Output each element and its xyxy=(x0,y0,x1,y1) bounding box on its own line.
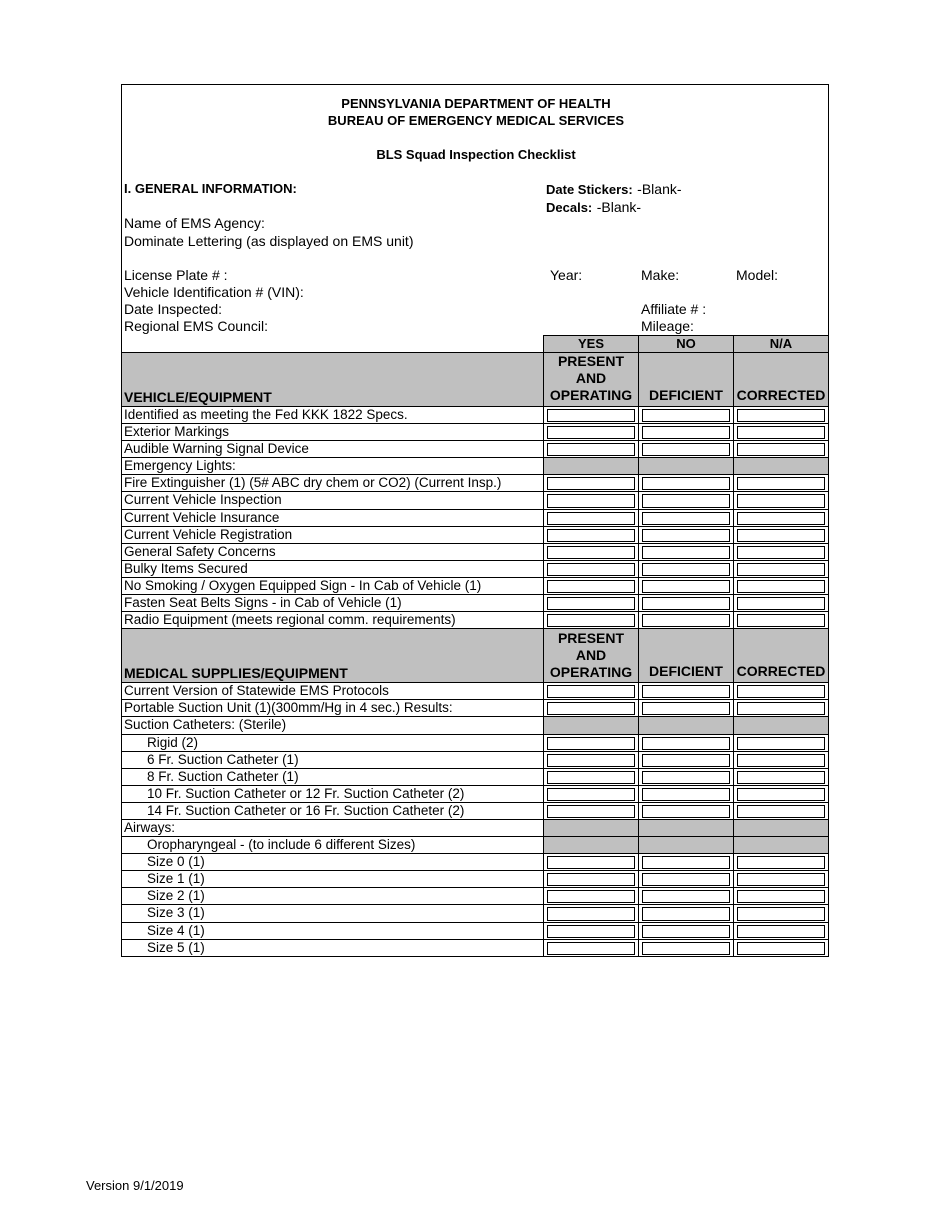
item-label: Current Version of Statewide EMS Protocols xyxy=(122,683,544,699)
present-checkbox[interactable] xyxy=(547,737,635,750)
present-cell xyxy=(544,424,639,440)
corrected-cell xyxy=(734,561,828,577)
present-cell xyxy=(544,683,639,699)
deficient-header: DEFICIENT xyxy=(639,629,734,682)
deficient-checkbox[interactable] xyxy=(642,873,730,886)
deficient-checkbox[interactable] xyxy=(642,546,730,559)
deficient-checkbox[interactable] xyxy=(642,426,730,439)
present-checkbox[interactable] xyxy=(547,925,635,938)
corrected-cell xyxy=(734,717,828,733)
deficient-cell xyxy=(639,940,734,956)
corrected-header: CORRECTED xyxy=(736,663,826,680)
present-cell xyxy=(544,854,639,870)
corrected-checkbox[interactable] xyxy=(737,409,825,422)
date-stickers-label: Date Stickers: xyxy=(546,182,633,197)
item-label: Portable Suction Unit (1)(300mm/Hg in 4 sec.) Results: xyxy=(122,700,544,716)
corrected-header: CORRECTED xyxy=(736,387,826,403)
table-row xyxy=(122,560,828,577)
corrected-checkbox[interactable] xyxy=(737,580,825,593)
present-checkbox[interactable] xyxy=(547,477,635,490)
table-row xyxy=(122,423,828,440)
corrected-cell xyxy=(734,612,828,628)
present-cell xyxy=(544,578,639,594)
deficient-checkbox[interactable] xyxy=(642,925,730,938)
present-checkbox[interactable] xyxy=(547,685,635,698)
item-label: Emergency Lights: xyxy=(122,458,544,474)
corrected-checkbox[interactable] xyxy=(737,771,825,784)
present-cell xyxy=(544,595,639,611)
deficient-cell xyxy=(639,544,734,560)
deficient-cell xyxy=(639,752,734,768)
item-label: Current Vehicle Registration xyxy=(122,527,544,543)
corrected-cell xyxy=(734,803,828,819)
deficient-checkbox[interactable] xyxy=(642,563,730,576)
decals-field xyxy=(546,199,641,217)
corrected-checkbox[interactable] xyxy=(737,925,825,938)
table-row xyxy=(122,543,828,560)
affiliate-label: Affiliate # : xyxy=(641,301,707,317)
item-label: 14 Fr. Suction Catheter or 16 Fr. Suction Catheter (2) xyxy=(122,803,544,819)
present-checkbox[interactable] xyxy=(547,443,635,456)
present-checkbox[interactable] xyxy=(547,614,635,627)
present-checkbox[interactable] xyxy=(547,788,635,801)
present-checkbox[interactable] xyxy=(547,890,635,903)
deficient-checkbox[interactable] xyxy=(642,942,730,955)
present-cell xyxy=(544,510,639,526)
deficient-checkbox[interactable] xyxy=(642,494,730,507)
present-checkbox[interactable] xyxy=(547,597,635,610)
present-checkbox[interactable] xyxy=(547,529,635,542)
item-label: Exterior Markings xyxy=(122,424,544,440)
deficient-cell xyxy=(639,871,734,887)
present-cell xyxy=(544,544,639,560)
present-cell xyxy=(544,441,639,457)
present-cell xyxy=(544,612,639,628)
corrected-checkbox[interactable] xyxy=(737,685,825,698)
decals-value[interactable]: -Blank- xyxy=(596,199,642,215)
corrected-cell xyxy=(734,888,828,904)
deficient-cell xyxy=(639,424,734,440)
regional-council-label: Regional EMS Council: xyxy=(124,318,268,334)
item-label: Bulky Items Secured xyxy=(122,561,544,577)
item-label: No Smoking / Oxygen Equipped Sign - In Cab of Vehicle (1) xyxy=(122,578,544,594)
present-checkbox[interactable] xyxy=(547,873,635,886)
present-checkbox[interactable] xyxy=(547,546,635,559)
corrected-checkbox[interactable] xyxy=(737,563,825,576)
item-label: Rigid (2) xyxy=(122,735,544,751)
table-row xyxy=(122,904,828,921)
table-row xyxy=(122,870,828,887)
na-column-header: N/A xyxy=(734,335,828,352)
item-label: Identified as meeting the Fed KKK 1822 Specs. xyxy=(122,407,544,423)
present-checkbox[interactable] xyxy=(547,702,635,715)
date-stickers-field xyxy=(546,181,682,199)
corrected-checkbox[interactable] xyxy=(737,805,825,818)
table-row xyxy=(122,819,828,836)
deficient-checkbox[interactable] xyxy=(642,856,730,869)
corrected-checkbox[interactable] xyxy=(737,529,825,542)
department-title: PENNSYLVANIA DEPARTMENT OF HEALTH xyxy=(341,96,611,111)
deficient-cell xyxy=(639,803,734,819)
table-row xyxy=(122,406,828,423)
corrected-cell xyxy=(734,940,828,956)
present-checkbox[interactable] xyxy=(547,409,635,422)
no-column-header: NO xyxy=(639,335,734,352)
deficient-cell xyxy=(639,905,734,921)
column-header-row xyxy=(122,335,828,352)
inspection-form xyxy=(121,84,829,957)
deficient-cell xyxy=(639,458,734,474)
item-label: 10 Fr. Suction Catheter or 12 Fr. Suction Catheter (2) xyxy=(122,786,544,802)
present-cell xyxy=(544,905,639,921)
corrected-checkbox[interactable] xyxy=(737,494,825,507)
corrected-checkbox[interactable] xyxy=(737,856,825,869)
table-row xyxy=(122,887,828,904)
year-label: Year: xyxy=(550,267,583,283)
medical-section-title: MEDICAL SUPPLIES/EQUIPMENT xyxy=(122,629,544,682)
corrected-checkbox[interactable] xyxy=(737,477,825,490)
present-cell xyxy=(544,717,639,733)
deficient-cell xyxy=(639,820,734,836)
deficient-checkbox[interactable] xyxy=(642,443,730,456)
corrected-cell xyxy=(734,820,828,836)
present-cell xyxy=(544,923,639,939)
general-info-heading: I. GENERAL INFORMATION: xyxy=(124,181,297,196)
present-checkbox[interactable] xyxy=(547,494,635,507)
deficient-cell xyxy=(639,700,734,716)
deficient-cell xyxy=(639,837,734,853)
date-inspected-label: Date Inspected: xyxy=(124,301,223,317)
vin-label: Vehicle Identification # (VIN): xyxy=(124,284,304,300)
deficient-cell xyxy=(639,769,734,785)
corrected-checkbox[interactable] xyxy=(737,443,825,456)
item-label: Size 3 (1) xyxy=(122,905,544,921)
deficient-checkbox[interactable] xyxy=(642,512,730,525)
present-cell xyxy=(544,888,639,904)
present-cell xyxy=(544,458,639,474)
item-label: Fasten Seat Belts Signs - in Cab of Vehicle (1) xyxy=(122,595,544,611)
present-cell xyxy=(544,735,639,751)
corrected-checkbox[interactable] xyxy=(737,754,825,767)
corrected-checkbox[interactable] xyxy=(737,873,825,886)
corrected-cell xyxy=(734,786,828,802)
item-label: Fire Extinguisher (1) (5# ABC dry chem or CO2) (Current Insp.) xyxy=(122,475,544,491)
table-row xyxy=(122,440,828,457)
item-label: 8 Fr. Suction Catheter (1) xyxy=(122,769,544,785)
table-row xyxy=(122,491,828,508)
bureau-title: BUREAU OF EMERGENCY MEDICAL SERVICES xyxy=(327,113,625,128)
table-row xyxy=(122,922,828,939)
deficient-checkbox[interactable] xyxy=(642,597,730,610)
license-plate-label: License Plate # : xyxy=(124,267,228,283)
corrected-cell xyxy=(734,510,828,526)
present-checkbox[interactable] xyxy=(547,942,635,955)
corrected-checkbox[interactable] xyxy=(737,614,825,627)
table-row xyxy=(122,594,828,611)
deficient-cell xyxy=(639,735,734,751)
corrected-checkbox[interactable] xyxy=(737,546,825,559)
deficient-checkbox[interactable] xyxy=(642,907,730,920)
model-label: Model: xyxy=(736,267,779,283)
deficient-checkbox[interactable] xyxy=(642,754,730,767)
corrected-cell xyxy=(734,475,828,491)
item-label: Current Vehicle Inspection xyxy=(122,492,544,508)
corrected-cell xyxy=(734,837,828,853)
corrected-cell xyxy=(734,735,828,751)
table-row xyxy=(122,734,828,751)
present-cell xyxy=(544,769,639,785)
present-cell xyxy=(544,786,639,802)
corrected-cell xyxy=(734,683,828,699)
corrected-checkbox[interactable] xyxy=(737,426,825,439)
corrected-cell xyxy=(734,407,828,423)
corrected-cell xyxy=(734,424,828,440)
deficient-cell xyxy=(639,717,734,733)
present-checkbox[interactable] xyxy=(547,856,635,869)
corrected-checkbox[interactable] xyxy=(737,907,825,920)
item-label: Audible Warning Signal Device xyxy=(122,441,544,457)
present-cell xyxy=(544,752,639,768)
present-cell xyxy=(544,527,639,543)
table-row xyxy=(122,682,828,699)
present-checkbox[interactable] xyxy=(547,907,635,920)
checklist-title: BLS Squad Inspection Checklist xyxy=(376,147,576,162)
deficient-cell xyxy=(639,854,734,870)
table-row xyxy=(122,526,828,543)
corrected-checkbox[interactable] xyxy=(737,702,825,715)
present-cell xyxy=(544,803,639,819)
corrected-cell xyxy=(734,544,828,560)
corrected-checkbox[interactable] xyxy=(737,597,825,610)
deficient-checkbox[interactable] xyxy=(642,409,730,422)
corrected-cell xyxy=(734,527,828,543)
deficient-checkbox[interactable] xyxy=(642,771,730,784)
present-checkbox[interactable] xyxy=(547,580,635,593)
corrected-cell xyxy=(734,905,828,921)
agency-name-label: Name of EMS Agency: xyxy=(124,215,265,231)
deficient-checkbox[interactable] xyxy=(642,788,730,801)
corrected-cell xyxy=(734,441,828,457)
deficient-checkbox[interactable] xyxy=(642,685,730,698)
checklist-grid xyxy=(122,335,828,956)
date-stickers-value[interactable]: -Blank- xyxy=(637,181,682,197)
item-label: Oropharyngeal - (to include 6 different Sizes) xyxy=(122,837,544,853)
deficient-cell xyxy=(639,510,734,526)
deficient-cell xyxy=(639,786,734,802)
deficient-cell xyxy=(639,578,734,594)
present-checkbox[interactable] xyxy=(547,771,635,784)
corrected-cell xyxy=(734,752,828,768)
deficient-cell xyxy=(639,527,734,543)
deficient-cell xyxy=(639,683,734,699)
present-cell xyxy=(544,561,639,577)
corrected-cell xyxy=(734,854,828,870)
table-row xyxy=(122,474,828,491)
mileage-label: Mileage: xyxy=(641,318,694,334)
corrected-checkbox[interactable] xyxy=(737,512,825,525)
present-cell xyxy=(544,475,639,491)
corrected-cell xyxy=(734,769,828,785)
present-cell xyxy=(544,492,639,508)
deficient-checkbox[interactable] xyxy=(642,477,730,490)
version-label: Version 9/1/2019 xyxy=(86,1178,184,1193)
item-label: Size 4 (1) xyxy=(122,923,544,939)
deficient-cell xyxy=(639,441,734,457)
corrected-checkbox[interactable] xyxy=(737,788,825,801)
item-label: Size 2 (1) xyxy=(122,888,544,904)
vehicle-section-title: VEHICLE/EQUIPMENT xyxy=(122,353,544,406)
table-row xyxy=(122,785,828,802)
table-row xyxy=(122,716,828,733)
deficient-checkbox[interactable] xyxy=(642,614,730,627)
deficient-cell xyxy=(639,888,734,904)
present-checkbox[interactable] xyxy=(547,805,635,818)
present-operating-header: PRESENT AND OPERATING xyxy=(544,353,639,406)
deficient-cell xyxy=(639,595,734,611)
table-row xyxy=(122,751,828,768)
item-label: 6 Fr. Suction Catheter (1) xyxy=(122,752,544,768)
corrected-cell xyxy=(734,871,828,887)
deficient-cell xyxy=(639,923,734,939)
present-cell xyxy=(544,700,639,716)
table-row xyxy=(122,836,828,853)
item-label: Radio Equipment (meets regional comm. requirements) xyxy=(122,612,544,628)
corrected-cell xyxy=(734,923,828,939)
deficient-cell xyxy=(639,492,734,508)
table-row xyxy=(122,802,828,819)
corrected-cell xyxy=(734,595,828,611)
make-label: Make: xyxy=(641,267,680,283)
deficient-cell xyxy=(639,612,734,628)
deficient-cell xyxy=(639,475,734,491)
present-cell xyxy=(544,871,639,887)
medical-items xyxy=(122,682,828,956)
corrected-cell xyxy=(734,458,828,474)
corrected-checkbox[interactable] xyxy=(737,942,825,955)
corrected-checkbox[interactable] xyxy=(737,890,825,903)
lettering-label: Dominate Lettering (as displayed on EMS unit) xyxy=(124,233,414,249)
medical-section-header xyxy=(122,628,828,682)
table-row xyxy=(122,768,828,785)
item-label: Size 1 (1) xyxy=(122,871,544,887)
item-label: Size 5 (1) xyxy=(122,940,544,956)
item-label: Current Vehicle Insurance xyxy=(122,510,544,526)
deficient-checkbox[interactable] xyxy=(642,737,730,750)
present-checkbox[interactable] xyxy=(547,754,635,767)
present-checkbox[interactable] xyxy=(547,426,635,439)
present-operating-header: PRESENT AND OPERATING xyxy=(544,629,639,682)
item-label: General Safety Concerns xyxy=(122,544,544,560)
table-row xyxy=(122,457,828,474)
table-row xyxy=(122,939,828,956)
item-label: Size 0 (1) xyxy=(122,854,544,870)
corrected-checkbox[interactable] xyxy=(737,737,825,750)
vehicle-section-header xyxy=(122,352,828,406)
item-label: Suction Catheters: (Sterile) xyxy=(122,717,544,733)
corrected-cell xyxy=(734,578,828,594)
present-checkbox[interactable] xyxy=(547,563,635,576)
deficient-checkbox[interactable] xyxy=(642,805,730,818)
present-cell xyxy=(544,407,639,423)
present-cell xyxy=(544,837,639,853)
corrected-cell xyxy=(734,700,828,716)
deficient-header: DEFICIENT xyxy=(639,353,734,406)
deficient-checkbox[interactable] xyxy=(642,702,730,715)
deficient-checkbox[interactable] xyxy=(642,580,730,593)
table-row xyxy=(122,853,828,870)
table-row xyxy=(122,611,828,628)
present-cell xyxy=(544,820,639,836)
yes-column-header: YES xyxy=(544,335,639,352)
table-row xyxy=(122,699,828,716)
table-row xyxy=(122,509,828,526)
present-cell xyxy=(544,940,639,956)
deficient-cell xyxy=(639,561,734,577)
deficient-checkbox[interactable] xyxy=(642,890,730,903)
item-label: Airways: xyxy=(122,820,544,836)
table-row xyxy=(122,577,828,594)
deficient-cell xyxy=(639,407,734,423)
deficient-checkbox[interactable] xyxy=(642,529,730,542)
decals-label: Decals: xyxy=(546,200,593,215)
present-checkbox[interactable] xyxy=(547,512,635,525)
corrected-cell xyxy=(734,492,828,508)
vehicle-items xyxy=(122,406,828,628)
